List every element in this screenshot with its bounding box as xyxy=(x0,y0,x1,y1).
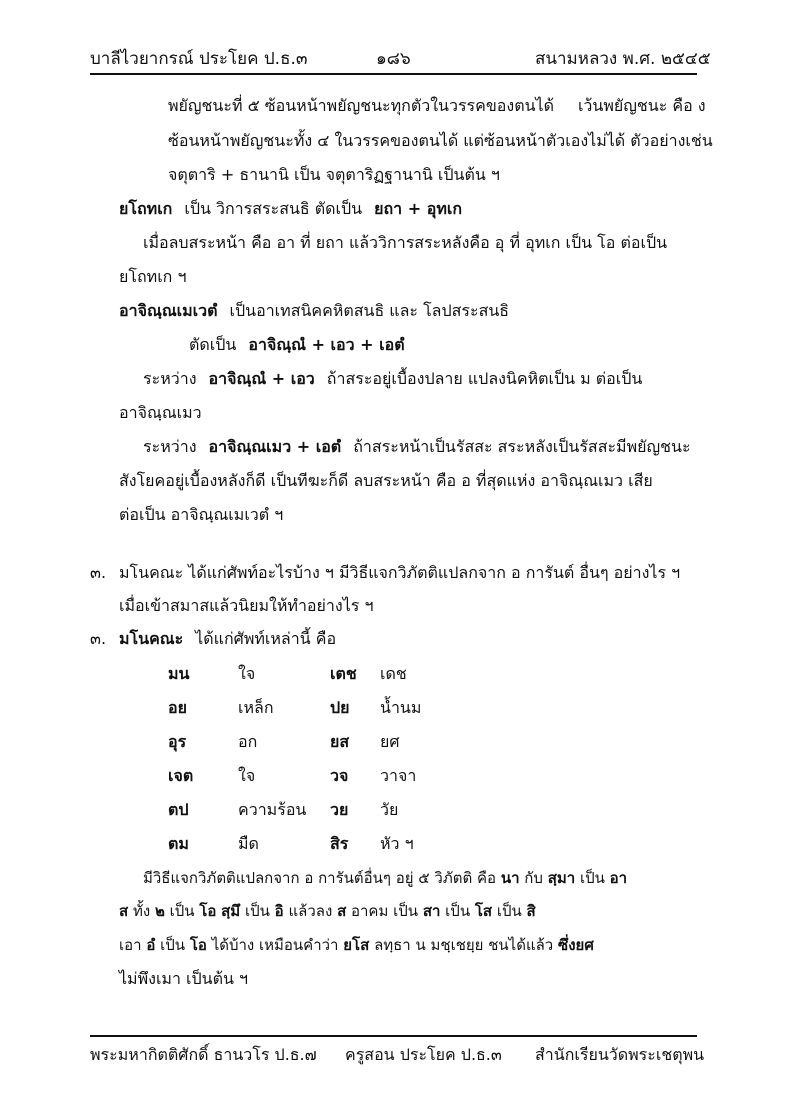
text: อาจิณฺณํ + เอว xyxy=(208,369,315,388)
body-line: ไม่พึงเมา เป็นต้น ฯ xyxy=(119,969,248,988)
thai-meaning: วัย xyxy=(380,800,399,819)
pali-word: เตช xyxy=(330,664,357,683)
text: ส xyxy=(119,902,129,920)
text: ถ้าสระอยู่เบื้องปลาย แปลงนิคหิตเป็น ม ต่อเป็น xyxy=(326,369,643,388)
body-line xyxy=(143,435,691,459)
thai-meaning: มืด xyxy=(238,834,259,853)
body-line: ซ้อนหน้าพยัญชนะทั้ง ๔ ในวรรคของตนได้ แต่ซ้อนหน้าตัวเองไม่ได้ ตัวอย่างเช่น xyxy=(168,131,713,150)
text: แล้วลง xyxy=(288,902,333,920)
example-heading xyxy=(119,299,509,323)
example-term: อาจิณฺณเมเวตํ xyxy=(119,301,218,320)
pali-word: ปย xyxy=(330,698,350,717)
text: ลทฺธา น มชฺเชยฺย ชนได้แล้ว xyxy=(374,936,554,954)
thai-meaning: ใจ xyxy=(238,664,256,683)
example-term: ยโถทเก xyxy=(119,199,173,218)
thai-meaning: น้ำนม xyxy=(380,698,422,717)
body-line xyxy=(168,94,706,118)
example-heading xyxy=(119,197,462,221)
footer-right: สำนักเรียนวัดพระเชตุพน xyxy=(535,1045,705,1064)
text: ยโส xyxy=(343,936,370,954)
thai-meaning: ยศ xyxy=(380,732,400,751)
text: ทั้ง xyxy=(132,902,151,920)
thai-meaning: ความร้อน xyxy=(238,800,307,819)
text: เว้นพยัญชนะ คือ ง xyxy=(577,96,706,115)
pali-word: อุร xyxy=(168,732,187,751)
example-split: อาจิณฺณํ + เอว + เอตํ xyxy=(248,335,405,354)
thai-meaning: เดช xyxy=(380,664,407,683)
answer-line xyxy=(119,627,336,651)
body-line: เมื่อลบสระหน้า คือ อา ที่ ยถา แล้ววิการสระหลังคือ อุ ที่ อุทเก เป็น โอ ต่อเป็น xyxy=(143,233,668,252)
text: อาจิณฺณเมว + เอตํ xyxy=(208,437,342,456)
text: สฺมึ xyxy=(221,902,241,920)
text: พยัญชนะที่ ๕ ซ้อนหน้าพยัญชนะทุกตัวในวรรคของตนได้ xyxy=(168,96,554,115)
text: ส xyxy=(337,902,347,920)
body-line: ยโถทเก ฯ xyxy=(119,267,187,286)
text: กับ xyxy=(524,869,543,887)
pali-word: อย xyxy=(168,698,187,717)
body-line xyxy=(143,367,642,391)
text: เป็น xyxy=(160,936,186,954)
header-right: สนามหลวง พ.ศ. ๒๕๔๕ xyxy=(535,49,711,69)
text: ซึ่งยศ xyxy=(558,936,594,954)
text: ๒ xyxy=(154,902,165,920)
body-line: อาจิณฺณเมว xyxy=(119,403,202,422)
body-line: ต่อเป็น อาจิณฺณเมเวตํ ฯ xyxy=(119,505,284,524)
text: เป็น xyxy=(169,902,195,920)
header-rule xyxy=(90,73,697,75)
text: เป็น xyxy=(244,902,270,920)
text: เป็น xyxy=(579,869,605,887)
body-line xyxy=(143,866,627,890)
text: ระหว่าง xyxy=(143,369,197,388)
text: มีวิธีแจกวิภัตติแปลกจาก อ การันต์อื่นๆ อยู่ ๕ วิภัตติ คือ xyxy=(143,869,497,887)
text: ได้บ้าง เหมือนคำว่า xyxy=(211,936,339,954)
text: อํ xyxy=(146,936,156,954)
example-split: ยถา + อุทเก xyxy=(374,199,463,218)
pali-word: ตป xyxy=(168,800,189,819)
question-line: มโนคณะ ได้แก่ศัพท์อะไรบ้าง ฯ มีวิธีแจกวิภัตติแปลกจาก อ การันต์ อื่นๆ อย่างไร ฯ xyxy=(119,563,681,582)
question-number: ๓. xyxy=(90,563,107,582)
body-line: สังโยคอยู่เบื้องหลังก็ดี เป็นทีฆะก็ดี ลบสระหน้า คือ อ ที่สุดแห่ง อาจิณฺณเมว เสีย xyxy=(119,471,653,490)
footer-center: ครูสอน ประโยค ป.ธ.๓ xyxy=(345,1045,502,1064)
text: เป็น xyxy=(445,902,471,920)
text: อิ xyxy=(274,902,284,920)
pali-word: เจต xyxy=(168,766,194,785)
page-number: ๑๘๖ xyxy=(376,49,411,69)
footer-left: พระมหากิตติศักดิ์ ธานวโร ป.ธ.๗ xyxy=(90,1045,317,1064)
text: ระหว่าง xyxy=(143,437,197,456)
text: เป็น xyxy=(496,902,522,920)
answer-term: มโนคณะ xyxy=(119,629,184,648)
body-line: จตุตาริ + ธานานิ เป็น จตุตาริฏฐานานิ เป็นต้น ฯ xyxy=(168,165,500,184)
body-line xyxy=(189,333,405,357)
thai-meaning: ใจ xyxy=(238,766,256,785)
text: อาคม เป็น xyxy=(351,902,419,920)
text: โอ xyxy=(199,902,217,920)
body-line xyxy=(119,933,594,957)
text: สา xyxy=(422,902,441,920)
body-line xyxy=(119,899,536,923)
pali-word: มน xyxy=(168,664,190,683)
thai-meaning: อก xyxy=(238,732,258,751)
answer-number: ๓. xyxy=(90,629,107,648)
text: เอา xyxy=(119,936,142,954)
text: ถ้าสระหน้าเป็นรัสสะ สระหลังเป็นรัสสะมีพยัญชนะ xyxy=(353,437,691,456)
text: สฺมา xyxy=(547,869,576,887)
text: ตัดเป็น xyxy=(189,335,237,354)
thai-meaning: หัว ฯ xyxy=(380,834,414,853)
text: โอ xyxy=(189,936,207,954)
text: สิ xyxy=(526,902,536,920)
text: ได้แก่ศัพท์เหล่านี้ คือ xyxy=(195,629,337,648)
pali-word: สิร xyxy=(330,834,349,853)
text: นา xyxy=(500,869,520,887)
text: โส xyxy=(474,902,493,920)
pali-word: วจ xyxy=(330,766,349,785)
thai-meaning: เหล็ก xyxy=(238,698,274,717)
text: อา xyxy=(609,869,628,887)
pali-word: ตม xyxy=(168,834,189,853)
text: เป็น วิการสระสนธิ ตัดเป็น xyxy=(184,199,363,218)
question-line: เมื่อเข้าสมาสแล้วนิยมให้ทำอย่างไร ฯ xyxy=(119,596,374,615)
pali-word: ยส xyxy=(330,732,350,751)
header-left: บาลีไวยากรณ์ ประโยค ป.ธ.๓ xyxy=(90,49,308,69)
footer-rule xyxy=(90,1035,697,1037)
text: เป็นอาเทสนิคคหิตสนธิ และ โลปสระสนธิ xyxy=(229,301,510,320)
pali-word: วย xyxy=(330,800,349,819)
thai-meaning: วาจา xyxy=(380,766,417,785)
